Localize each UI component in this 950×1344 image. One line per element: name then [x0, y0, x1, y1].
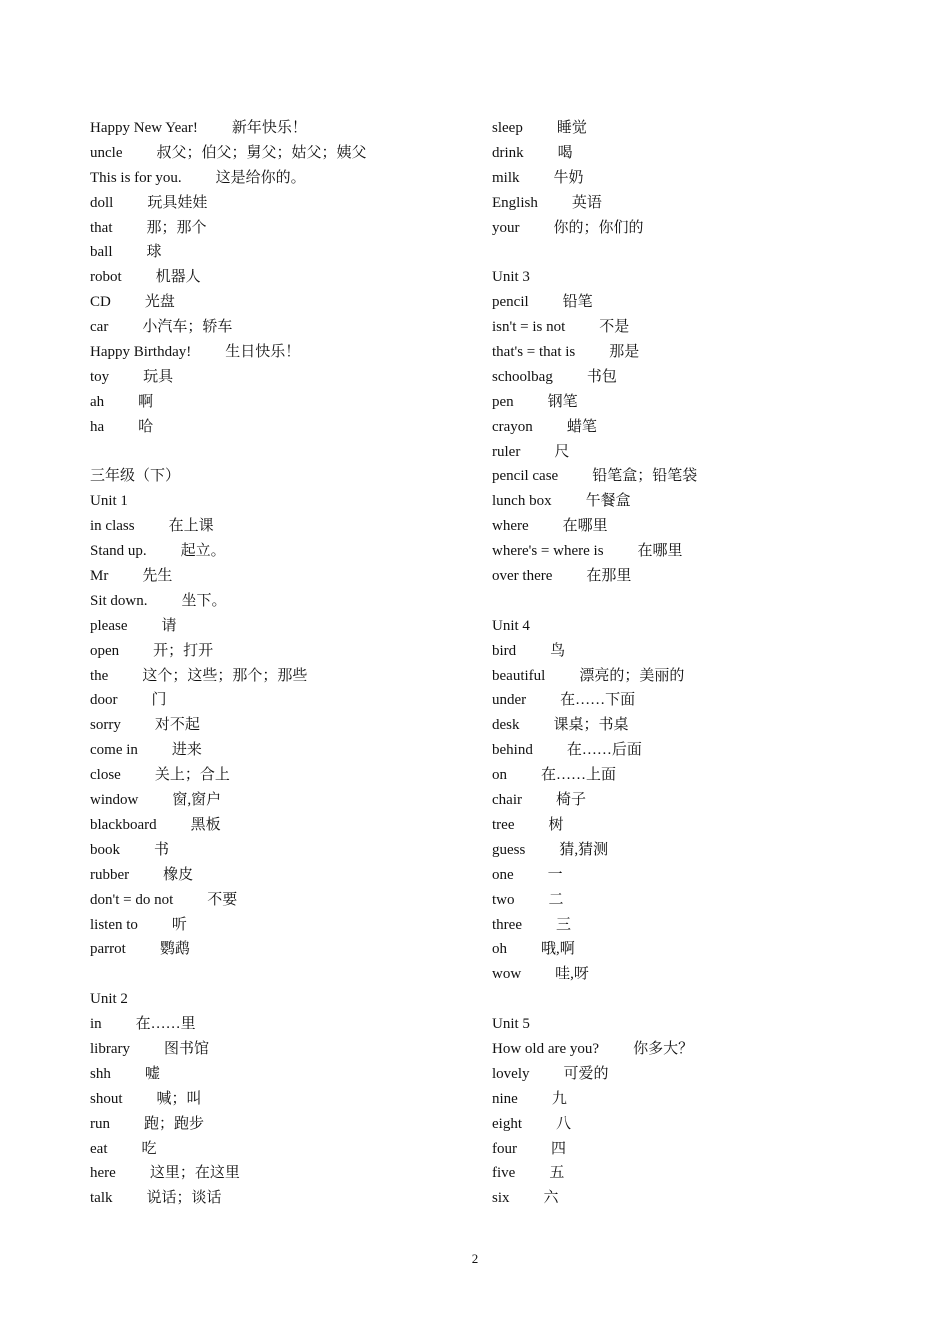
chinese-meaning: 小汽车；轿车 — [142, 319, 233, 336]
chinese-meaning: 英语 — [571, 194, 602, 211]
vocab-entry — [90, 738, 470, 763]
vocab-entry — [90, 514, 470, 539]
english-term: English — [492, 194, 538, 211]
vocab-entry — [492, 937, 892, 962]
section-heading — [492, 614, 892, 639]
chinese-meaning: 钢笔 — [547, 393, 578, 410]
vocab-entry — [492, 863, 892, 888]
chinese-meaning: 说话；谈话 — [146, 1190, 222, 1207]
english-term: chair — [492, 792, 522, 809]
chinese-meaning: 鹦鹉 — [159, 941, 190, 958]
chinese-meaning: 鸟 — [550, 642, 566, 659]
chinese-meaning: 蜡笔 — [566, 418, 597, 435]
english-term: bird — [492, 642, 517, 659]
vocab-entry — [90, 166, 470, 191]
vocab-entry — [90, 838, 470, 863]
vocab-entry — [90, 240, 470, 265]
chinese-meaning: 门 — [151, 692, 167, 709]
chinese-meaning: 图书馆 — [163, 1040, 209, 1057]
chinese-meaning: 在那里 — [586, 568, 632, 585]
vocab-entry — [90, 913, 470, 938]
english-term: oh — [492, 941, 507, 958]
chinese-meaning: 铅笔 — [562, 294, 593, 311]
chinese-meaning: 铅笔盒；铅笔袋 — [592, 468, 698, 485]
english-term: here — [90, 1165, 116, 1182]
chinese-meaning: 不是 — [599, 319, 630, 336]
vocab-entry — [90, 788, 470, 813]
vocab-entry — [492, 639, 892, 664]
vocab-entry — [492, 913, 892, 938]
english-term: two — [492, 891, 515, 908]
vocab-entry — [492, 564, 892, 589]
chinese-meaning: 光盘 — [144, 294, 175, 311]
chinese-meaning: 橡皮 — [163, 866, 194, 883]
vocab-entry — [492, 415, 892, 440]
right-vocabulary-column — [492, 116, 892, 1211]
vocab-entry — [90, 664, 470, 689]
section-heading-text: Unit 1 — [90, 493, 128, 510]
english-term: your — [492, 219, 520, 236]
chinese-meaning: 对不起 — [154, 717, 200, 734]
vocab-entry — [492, 813, 892, 838]
english-term: door — [90, 692, 118, 709]
chinese-meaning: 啊 — [138, 393, 154, 410]
chinese-meaning: 在……后面 — [566, 742, 642, 759]
vocab-entry — [90, 888, 470, 913]
chinese-meaning: 在上课 — [168, 518, 214, 535]
vocab-entry — [90, 191, 470, 216]
english-term: isn't = is not — [492, 319, 566, 336]
english-term: ruler — [492, 443, 521, 460]
vocab-entry — [90, 1037, 470, 1062]
english-term: How old are you? — [492, 1040, 600, 1057]
english-term: ha — [90, 418, 105, 435]
vocab-entry — [90, 763, 470, 788]
section-heading — [90, 987, 470, 1012]
chinese-meaning: 八 — [556, 1115, 572, 1132]
english-term: drink — [492, 144, 524, 161]
vocab-entry — [492, 738, 892, 763]
chinese-meaning: 在哪里 — [562, 518, 608, 535]
vocab-entry — [90, 290, 470, 315]
english-term: milk — [492, 169, 520, 186]
english-term: shh — [90, 1065, 111, 1082]
english-term: over there — [492, 568, 553, 585]
chinese-meaning: 球 — [146, 244, 162, 261]
vocab-entry — [90, 216, 470, 241]
english-term: please — [90, 617, 128, 634]
chinese-meaning: 二 — [548, 891, 564, 908]
vocab-entry — [492, 763, 892, 788]
english-term: shout — [90, 1090, 123, 1107]
chinese-meaning: 关上；合上 — [154, 767, 230, 784]
chinese-meaning: 进来 — [171, 742, 202, 759]
vocab-entry — [90, 1112, 470, 1137]
english-term: where's = where is — [492, 543, 604, 560]
english-term: desk — [492, 717, 520, 734]
english-term: doll — [90, 194, 114, 211]
chinese-meaning: 不要 — [207, 891, 238, 908]
vocab-entry — [492, 216, 892, 241]
chinese-meaning: 课桌；书桌 — [553, 717, 629, 734]
chinese-meaning: 这是给你的。 — [215, 169, 306, 186]
chinese-meaning: 一 — [547, 866, 563, 883]
english-term: run — [90, 1115, 110, 1132]
english-term: Sit down. — [90, 592, 148, 609]
vocab-entry — [492, 664, 892, 689]
english-term: schoolbag — [492, 368, 553, 385]
chinese-meaning: 午餐盒 — [585, 493, 631, 510]
chinese-meaning: 机器人 — [155, 269, 201, 286]
chinese-meaning: 睡觉 — [556, 120, 587, 136]
chinese-meaning: 新年快乐！ — [231, 120, 307, 136]
english-term: wow — [492, 966, 522, 983]
vocab-entry — [90, 390, 470, 415]
chinese-meaning: 玩具娃娃 — [147, 194, 208, 211]
section-heading — [492, 1012, 892, 1037]
vocab-entry — [90, 116, 470, 141]
vocab-entry — [90, 539, 470, 564]
section-heading-text: Unit 3 — [492, 269, 530, 286]
chinese-meaning: 生日快乐！ — [225, 344, 301, 361]
chinese-meaning: 五 — [549, 1165, 565, 1182]
english-term: behind — [492, 742, 533, 759]
chinese-meaning: 哈 — [138, 418, 154, 435]
chinese-meaning: 你的；你们的 — [553, 219, 644, 236]
chinese-meaning: 请 — [161, 617, 177, 634]
vocab-entry — [492, 290, 892, 315]
vocab-entry — [492, 464, 892, 489]
vocab-entry — [492, 962, 892, 987]
chinese-meaning: 在……上面 — [541, 767, 617, 784]
english-term: listen to — [90, 916, 138, 933]
vocab-entry — [492, 141, 892, 166]
chinese-meaning: 坐下。 — [181, 592, 227, 609]
english-term: beautiful — [492, 667, 546, 684]
english-term: Mr — [90, 568, 109, 585]
vocab-entry — [492, 788, 892, 813]
english-term: pencil case — [492, 468, 559, 485]
english-term: ah — [90, 393, 105, 410]
vocab-entry — [492, 1112, 892, 1137]
section-heading — [492, 265, 892, 290]
chinese-meaning: 在……下面 — [560, 692, 636, 709]
english-term: ball — [90, 244, 113, 261]
vocab-entry — [90, 1186, 470, 1211]
english-term: open — [90, 642, 120, 659]
chinese-meaning: 树 — [548, 816, 564, 833]
english-term: toy — [90, 368, 110, 385]
english-term: in — [90, 1016, 102, 1033]
english-term: three — [492, 916, 522, 933]
chinese-meaning: 尺 — [554, 443, 570, 460]
english-term: nine — [492, 1090, 518, 1107]
english-term: car — [90, 319, 109, 336]
chinese-meaning: 哦,啊 — [541, 941, 575, 958]
section-heading-text: Unit 5 — [492, 1016, 530, 1033]
vocab-entry — [90, 1161, 470, 1186]
vocab-entry — [492, 440, 892, 465]
english-term: Happy New Year! — [90, 120, 198, 136]
vocab-entry — [90, 141, 470, 166]
chinese-meaning: 吃 — [141, 1140, 157, 1157]
chinese-meaning: 玩具 — [143, 368, 174, 385]
chinese-meaning: 叔父；伯父；舅父；姑父；姨父 — [156, 144, 367, 161]
english-term: CD — [90, 294, 111, 311]
chinese-meaning: 喊；叫 — [156, 1090, 202, 1107]
chinese-meaning: 猜,猜测 — [559, 841, 609, 858]
vocab-entry — [90, 564, 470, 589]
chinese-meaning: 漂亮的；美丽的 — [579, 667, 685, 684]
page-number: 2 — [471, 1251, 479, 1266]
chinese-meaning: 六 — [543, 1190, 559, 1207]
english-term: Happy Birthday! — [90, 344, 192, 361]
vocab-entry — [492, 116, 892, 141]
chinese-meaning: 嘘 — [144, 1065, 160, 1082]
english-term: five — [492, 1165, 516, 1182]
english-term: crayon — [492, 418, 533, 435]
chinese-meaning: 书 — [154, 841, 170, 858]
english-term: four — [492, 1140, 517, 1157]
chinese-meaning: 牛奶 — [553, 169, 584, 186]
english-term: come in — [90, 742, 138, 759]
section-spacer — [492, 589, 892, 614]
chinese-meaning: 听 — [171, 916, 187, 933]
vocab-entry — [90, 415, 470, 440]
vocab-entry — [90, 713, 470, 738]
section-spacer — [90, 962, 470, 987]
chinese-meaning: 先生 — [142, 568, 173, 585]
english-term: rubber — [90, 866, 130, 883]
vocab-entry — [90, 1087, 470, 1112]
english-term: six — [492, 1190, 510, 1207]
section-spacer — [492, 240, 892, 265]
vocab-entry — [492, 166, 892, 191]
vocab-entry — [90, 315, 470, 340]
vocab-entry — [90, 614, 470, 639]
chinese-meaning: 三 — [555, 916, 571, 933]
chinese-meaning: 书包 — [586, 368, 617, 385]
vocab-entry — [492, 1186, 892, 1211]
chinese-meaning: 窗,窗户 — [172, 792, 222, 809]
vocab-entry — [492, 1161, 892, 1186]
vocab-entry — [492, 191, 892, 216]
vocab-entry — [492, 688, 892, 713]
vocab-entry — [90, 365, 470, 390]
vocab-entry — [90, 589, 470, 614]
chinese-meaning: 跑；跑步 — [144, 1115, 205, 1132]
english-term: sleep — [492, 120, 523, 136]
english-term: Stand up. — [90, 543, 147, 560]
vocab-entry — [492, 1137, 892, 1162]
english-term: tree — [492, 816, 515, 833]
vocab-entry — [90, 340, 470, 365]
english-term: eight — [492, 1115, 522, 1132]
english-term: uncle — [90, 144, 123, 161]
chinese-meaning: 那；那个 — [146, 219, 207, 236]
english-term: under — [492, 692, 527, 709]
vocab-entry — [90, 863, 470, 888]
chinese-meaning: 那是 — [609, 344, 640, 361]
section-heading — [90, 464, 470, 489]
section-heading-text: 三年级（下） — [90, 468, 181, 485]
chinese-meaning: 四 — [551, 1140, 567, 1157]
vocab-entry — [492, 390, 892, 415]
vocab-entry — [492, 838, 892, 863]
vocab-entry — [90, 639, 470, 664]
english-term: pen — [492, 393, 514, 410]
vocab-entry — [492, 489, 892, 514]
english-term: book — [90, 841, 120, 858]
section-spacer — [90, 440, 470, 465]
chinese-meaning: 你多大？ — [633, 1040, 694, 1057]
chinese-meaning: 在哪里 — [637, 543, 683, 560]
english-term: library — [90, 1040, 130, 1057]
english-term: talk — [90, 1190, 113, 1207]
english-term: in class — [90, 518, 135, 535]
chinese-meaning: 椅子 — [555, 792, 586, 809]
english-term: one — [492, 866, 514, 883]
english-term: close — [90, 767, 121, 784]
vocab-entry — [492, 365, 892, 390]
chinese-meaning: 开；打开 — [153, 642, 214, 659]
vocab-entry — [90, 937, 470, 962]
chinese-meaning: 这里；在这里 — [149, 1165, 240, 1182]
vocab-entry — [90, 813, 470, 838]
vocab-entry — [90, 1012, 470, 1037]
english-term: robot — [90, 269, 122, 286]
english-term: don't = do not — [90, 891, 174, 908]
vocab-entry — [90, 1062, 470, 1087]
english-term: parrot — [90, 941, 126, 958]
english-term: sorry — [90, 717, 121, 734]
chinese-meaning: 黑板 — [190, 816, 221, 833]
english-term: This is for you. — [90, 169, 182, 186]
vocab-entry — [492, 315, 892, 340]
english-term: blackboard — [90, 816, 157, 833]
section-spacer — [492, 987, 892, 1012]
vocab-entry — [492, 1037, 892, 1062]
left-vocabulary-column — [90, 116, 470, 1211]
vocab-entry — [492, 1062, 892, 1087]
vocab-entry — [492, 539, 892, 564]
english-term: lovely — [492, 1065, 530, 1082]
vocab-entry — [492, 1087, 892, 1112]
vocab-entry — [90, 688, 470, 713]
english-term: lunch box — [492, 493, 552, 510]
vocab-entry — [90, 1137, 470, 1162]
section-heading-text: Unit 4 — [492, 617, 530, 634]
vocab-entry — [90, 265, 470, 290]
english-term: that — [90, 219, 113, 236]
english-term: pencil — [492, 294, 529, 311]
section-heading — [90, 489, 470, 514]
chinese-meaning: 起立。 — [180, 543, 226, 560]
chinese-meaning: 在……里 — [135, 1016, 196, 1033]
chinese-meaning: 喝 — [557, 144, 573, 161]
chinese-meaning: 可爱的 — [563, 1065, 609, 1082]
vocab-entry — [492, 340, 892, 365]
english-term: window — [90, 792, 139, 809]
english-term: that's = that is — [492, 344, 576, 361]
chinese-meaning: 哇,呀 — [555, 966, 589, 983]
english-term: guess — [492, 841, 526, 858]
vocab-entry — [492, 713, 892, 738]
chinese-meaning: 这个；这些；那个；那些 — [142, 667, 308, 684]
english-term: the — [90, 667, 109, 684]
english-term: on — [492, 767, 507, 784]
section-heading-text: Unit 2 — [90, 991, 128, 1008]
english-term: where — [492, 518, 529, 535]
vocab-entry — [492, 514, 892, 539]
english-term: eat — [90, 1140, 108, 1157]
vocab-entry — [492, 888, 892, 913]
chinese-meaning: 九 — [551, 1090, 567, 1107]
